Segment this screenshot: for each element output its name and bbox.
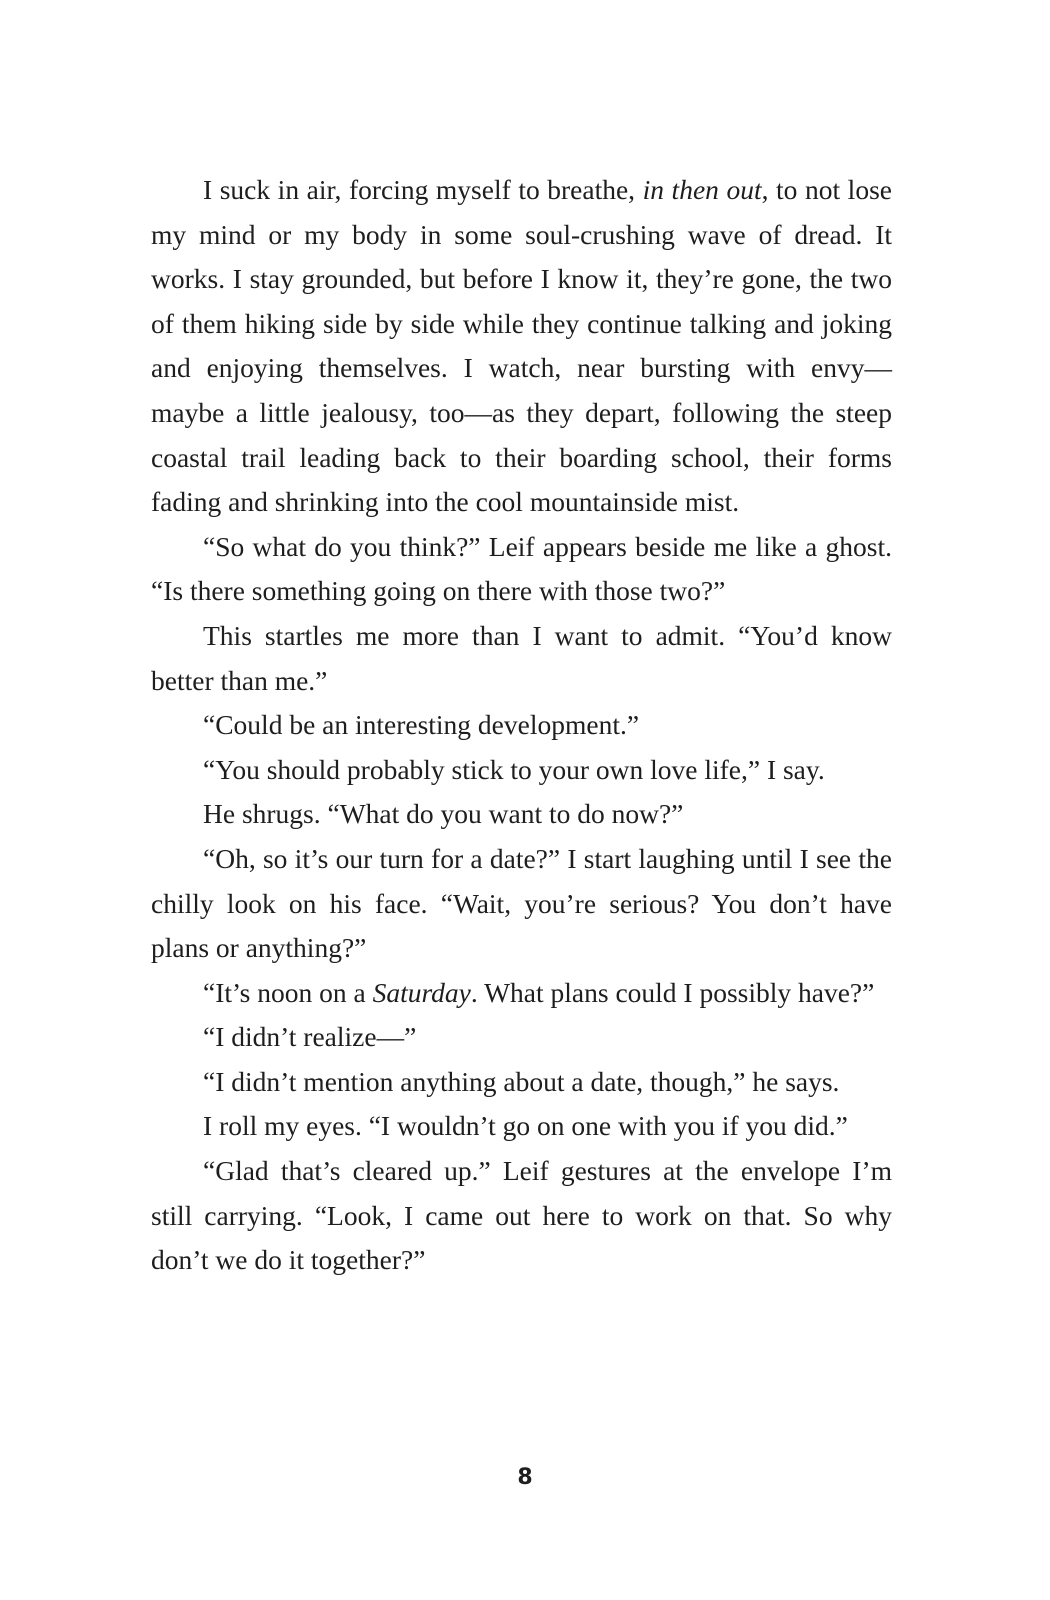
paragraph [151, 614, 892, 703]
paragraph [151, 1149, 892, 1283]
page-number: 8 [517, 1465, 533, 1490]
paragraph [151, 1104, 892, 1149]
text-run: “So what do you think?” Leif appears beside me like a ghost. “Is there something going on there with those two?” [151, 530, 892, 607]
text-run: . What plans could I possibly have?” [470, 976, 875, 1008]
text-run: “I didn’t realize—” [203, 1021, 417, 1053]
text-run: “Glad that’s cleared up.” Leif gestures at the envelope I’m still carrying. “Look, I came out here to work on that. So why don’t we do it together?” [151, 1155, 892, 1276]
text-run: “You should probably stick to your own love life,” I say. [203, 753, 825, 785]
paragraph [151, 525, 892, 614]
paragraph [151, 1060, 892, 1105]
paragraph [151, 168, 892, 525]
text-run: “Oh, so it’s our turn for a date?” I start laughing until I see the chilly look on his face. “Wait, you’re serious? You don’t have plans or anything?” [151, 842, 892, 964]
text-run: I roll my eyes. “I wouldn’t go on one with you if you did.” [203, 1110, 848, 1142]
paragraph [151, 703, 892, 748]
paragraph [151, 792, 892, 837]
paragraph [151, 748, 892, 793]
text-run: “I didn’t mention anything about a date, though,” he says. [203, 1065, 840, 1097]
italic-text: Saturday [372, 976, 471, 1008]
text-run: This startles me more than I want to admit. “You’d know better than me.” [151, 619, 892, 696]
paragraph [151, 837, 892, 971]
text-run: “Could be an interesting development.” [203, 709, 640, 741]
text-run: He shrugs. “What do you want to do now?” [203, 798, 684, 830]
text-run: , to not lose my mind or my body in some soul-crushing wave of dread. It works. I stay grounded, but before I know it, they’re gone, the two of them hiking side by side while they continue talking and joking and enjoying themselves. I watch, near bursting with envy—maybe a little jealousy, too—as they depart, following the steep coastal trail leading back to their boarding school, their forms fading and shrinking into the cool mountainside mist. [151, 174, 892, 518]
text-run: I suck in air, forcing myself to breathe, [203, 174, 643, 205]
italic-text: in then out [642, 174, 762, 205]
paragraph [151, 1015, 892, 1060]
body-text [151, 168, 892, 1283]
paragraph [151, 971, 892, 1016]
text-run: “It’s noon on a [203, 976, 373, 1008]
